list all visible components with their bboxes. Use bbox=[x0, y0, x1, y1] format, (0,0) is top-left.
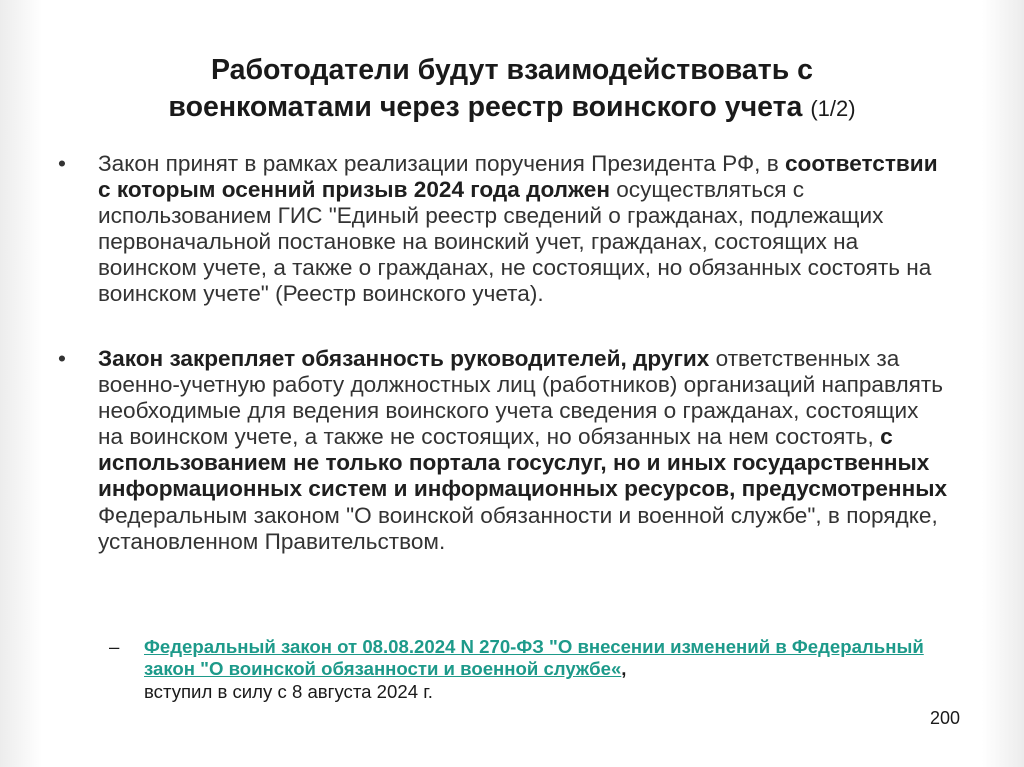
law-link[interactable]: Федеральный закон от 08.08.2024 N 270-ФЗ "О внесении изменений в Федеральный закон "О воинской обязанности и военной службе« bbox=[144, 636, 924, 680]
dash-marker: – bbox=[109, 636, 120, 657]
title-part-indicator: (1/2) bbox=[810, 96, 856, 121]
title-line-1: Работодатели будут взаимодействовать с bbox=[210, 54, 814, 86]
bullet-2-bold-segment-2: с использованием не только портала госуслуг, но и иных государственных информационных систем и информационных ресурсов, предусмотренных bbox=[98, 424, 948, 502]
effective-date-text: вступил в силу с 8 августа 2024 г. bbox=[144, 680, 433, 702]
bullet-text-2 bbox=[98, 346, 948, 555]
slide-title bbox=[60, 52, 964, 127]
bullet-2-segment-2: ответственных за военно-учетную работу должностных лиц (работников) организаций направлять необходимые для ведения воинского учета сведения о гражданах, состоящих на воинском учете, а также не состоящих, но обязанных на нем состоять, bbox=[98, 346, 943, 450]
bullet-item-1 bbox=[58, 151, 948, 308]
bullet-2-segment-4: Федеральным законом "О воинской обязанности и военной службе", в порядке, установленном Правительством. bbox=[98, 502, 938, 554]
sub-item-law-reference bbox=[109, 636, 949, 703]
page-number: 200 bbox=[929, 708, 960, 728]
link-comma: , bbox=[621, 658, 627, 680]
bullet-1-segment-3: осуществляться с использованием ГИС "Единый реестр сведений о гражданах, подлежащих первоначальной постановке на воинский учет, гражданах, состоящих на воинском учете, а также о гражданах, не состоящих, но обязанных состоять на воинском учете" (Реестр воинского учета). bbox=[98, 177, 932, 307]
bullet-marker: • bbox=[58, 151, 66, 176]
bullet-marker: • bbox=[58, 346, 66, 371]
bullet-1-segment-1: Закон принят в рамках реализации поручения Президента РФ, в bbox=[98, 151, 785, 176]
bullet-item-2 bbox=[58, 346, 948, 555]
sub-item-text bbox=[144, 636, 949, 703]
bullet-text-1 bbox=[98, 151, 948, 308]
bullet-1-bold-segment: соответствии с которым осенний призыв 2024 года должен bbox=[98, 151, 938, 203]
bullet-2-bold-segment-1: Закон закрепляет обязанность руководителей, других bbox=[98, 346, 710, 371]
title-line-2: военкоматами через реестр воинского учета bbox=[168, 91, 803, 123]
